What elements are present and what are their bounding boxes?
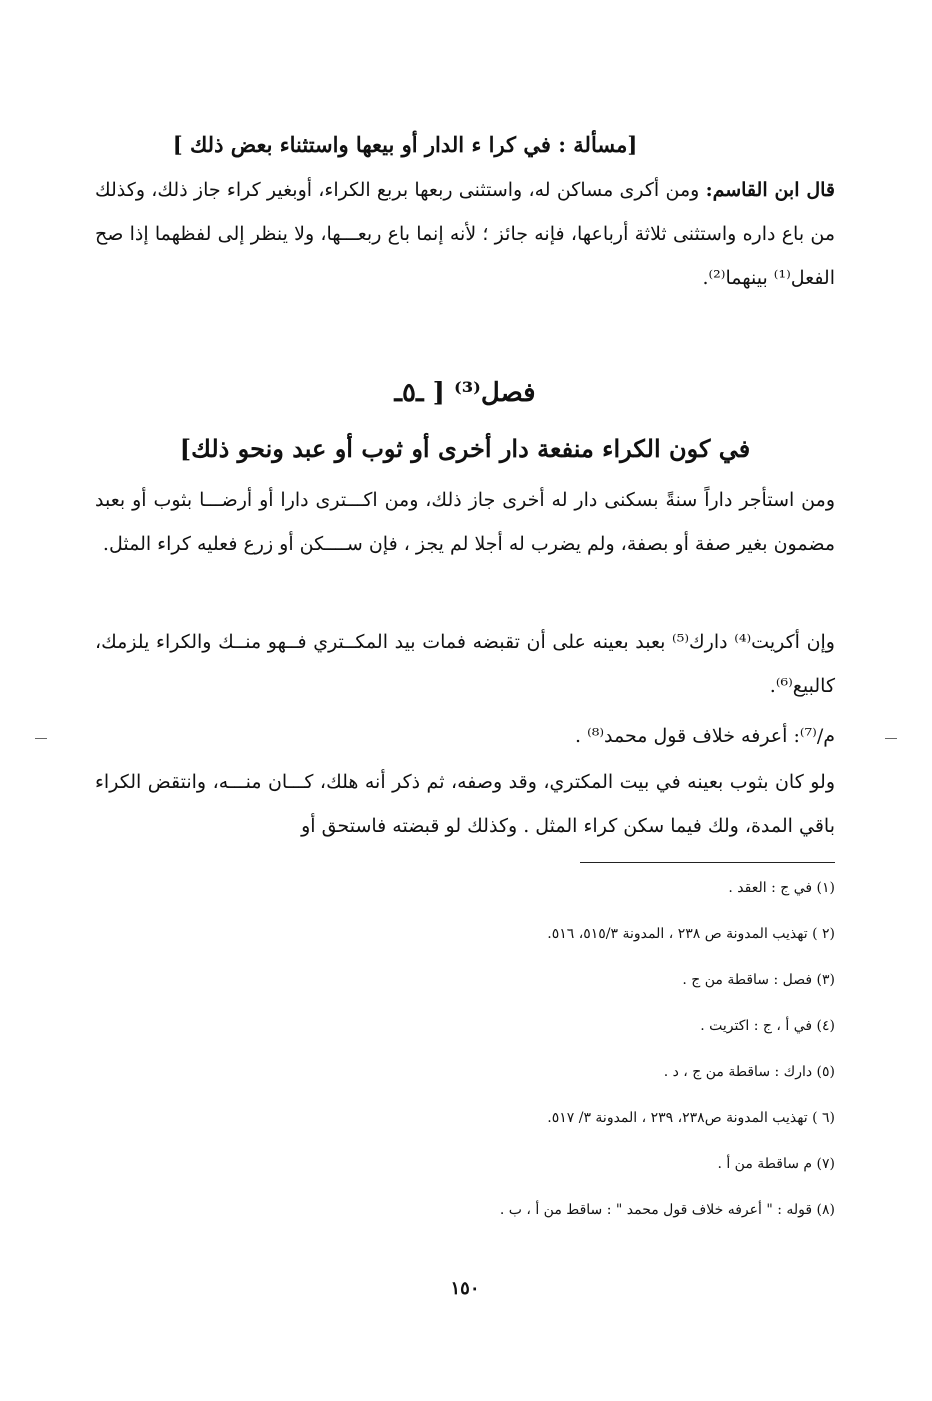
paragraph-ibn-qasim	[95, 168, 835, 300]
note-line: م/⁽⁷⁾: أعرفه خلاف قول محمد⁽⁸⁾ .	[575, 725, 835, 747]
paragraph-rent-with-house: ومن استأجر داراً سنةً بسكنى دار له أخرى جاز ذلك، ومن اكـــترى دارا أو أرضـــا بثوب أو بعبد مضمون بغير صفة أو بصفة، ولم يضرب له أجلا لم يجز ، فإن ســــكن أو زرع فعليه كراء المثل.	[95, 489, 835, 555]
footnote-1: (١) في ج : العقد .	[728, 880, 835, 896]
footnote-4: (٤) في أ ، ج : اكتريت .	[700, 1018, 835, 1034]
footnote-separator	[580, 862, 835, 863]
footnote-6: (٦ ) تهذيب المدونة ص٢٣٨، ٢٣٩ ، المدونة ٣/ ٥١٧.	[547, 1110, 835, 1126]
section-subheading: في كون الكراء منفعة دار أخرى أو ثوب أو عبد ونحو ذلك]	[179, 434, 751, 463]
section-heading: فصل⁽³⁾ [ ـ٥ـ	[394, 378, 536, 408]
paragraph-rent-with-slave: وإن أكريت⁽⁴⁾ دارك⁽⁵⁾ بعبد بعينه على أن تقبضه فمات بيد المكــتري فــهو منــك والكراء يلزمك، كالبيع⁽⁶⁾.	[95, 631, 835, 697]
footnote-7: (٧) م ساقطة من أ .	[717, 1156, 835, 1172]
footnote-2: (٢ ) تهذيب المدونة ص ٢٣٨ ، المدونة ٥١٥/٣، ٥١٦.	[547, 926, 835, 942]
document-page	[95, 120, 835, 1320]
speaker-name: قال ابن القاسم:	[705, 179, 835, 201]
footnote-8: (٨) قوله : " أعرفه خلاف قول محمد " : ساقط من أ ، ب .	[499, 1202, 835, 1218]
footnote-3: (٣) فصل : ساقطة من ج .	[682, 972, 835, 988]
issue-title: [مسألة : في كرا ء الدار أو بيعها واستثناء بعض ذلك ]	[172, 132, 638, 157]
paragraph-text: ومن أكرى مساكن له، واستثنى ربعها بربع الكراء، أوبغير كراء جاز ذلك، وكذلك من باع داره واستثنى ثلاثة أرباعها، فإنه جائز ؛ لأنه إنما باع ربعـــها، ولا ينظر إلى لفظهما إذا صح الفعل⁽¹⁾ بينهما⁽²⁾.	[95, 179, 835, 289]
paragraph-garment: ولو كان بثوب بعينه في بيت المكتري، وقد وصفه، ثم ذكر أنه هلك، كـــان منـــه، وانتقض الكراء باقي المدة، ولك فيما سكن كراء المثل . وكذلك لو قبضته فاستحق أو	[95, 771, 835, 837]
right-margin-mark	[885, 738, 897, 739]
page-number: ١٥٠	[450, 1278, 480, 1299]
footnotes-list	[95, 877, 835, 1245]
footnote-5: (٥) دارك : ساقطة من ج ، د .	[663, 1064, 835, 1080]
left-margin-mark	[35, 738, 47, 739]
